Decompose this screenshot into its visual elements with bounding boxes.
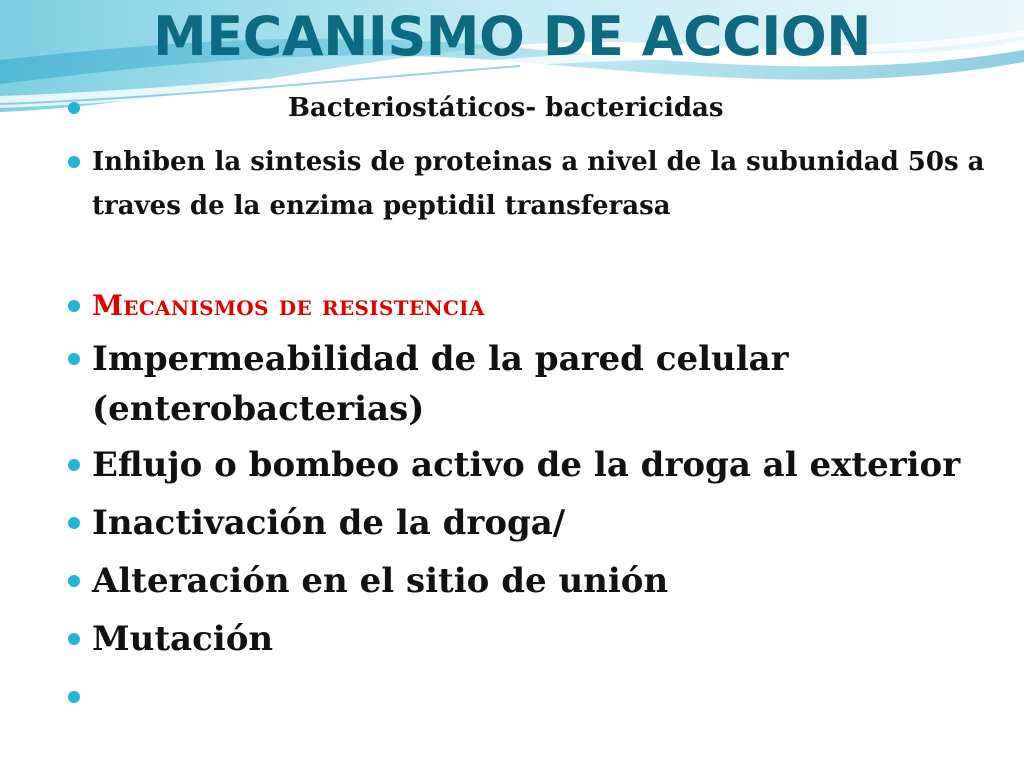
bullet-dot-icon [68, 459, 80, 471]
bullet-item [60, 614, 990, 672]
bullet-dot-icon [68, 353, 80, 365]
bullet-text: Bacteriostáticos- bactericidas [288, 93, 724, 123]
bullet-text: Inactivación de la droga/ [92, 503, 566, 543]
bullet-item-highlight [60, 286, 990, 330]
bullet-text: Impermeabilidad de la pared celular (enterobacterias) [92, 339, 789, 429]
bullet-dot-icon [68, 517, 80, 529]
bullet-item-empty [60, 672, 990, 722]
bullet-text: Inhiben la sintesis de proteinas a nivel de la subunidad 50s a traves de la enzima peptidil transferasa [92, 147, 985, 221]
bullet-text: Eflujo o bombeo activo de la droga al exterior [92, 445, 961, 485]
bullet-text-highlight: Mecanismos de resistencia [92, 289, 485, 322]
bullet-item [60, 556, 990, 614]
bullet-text: Alteración en el sitio de unión [92, 561, 669, 601]
bullet-item [60, 88, 990, 132]
bullet-item [60, 440, 990, 498]
bullet-item [60, 498, 990, 556]
bullet-dot-icon [68, 300, 80, 312]
bullet-dot-icon [68, 691, 80, 703]
bullet-dot-icon [68, 156, 80, 168]
bullet-text: Mutación [92, 619, 274, 659]
bullet-item [60, 334, 990, 434]
bullet-dot-icon [68, 102, 80, 114]
bullet-item [60, 140, 990, 280]
bullet-dot-icon [68, 633, 80, 645]
bullet-list [60, 88, 990, 722]
bullet-dot-icon [68, 575, 80, 587]
slide-title: MECANISMO DE ACCION [153, 5, 871, 68]
